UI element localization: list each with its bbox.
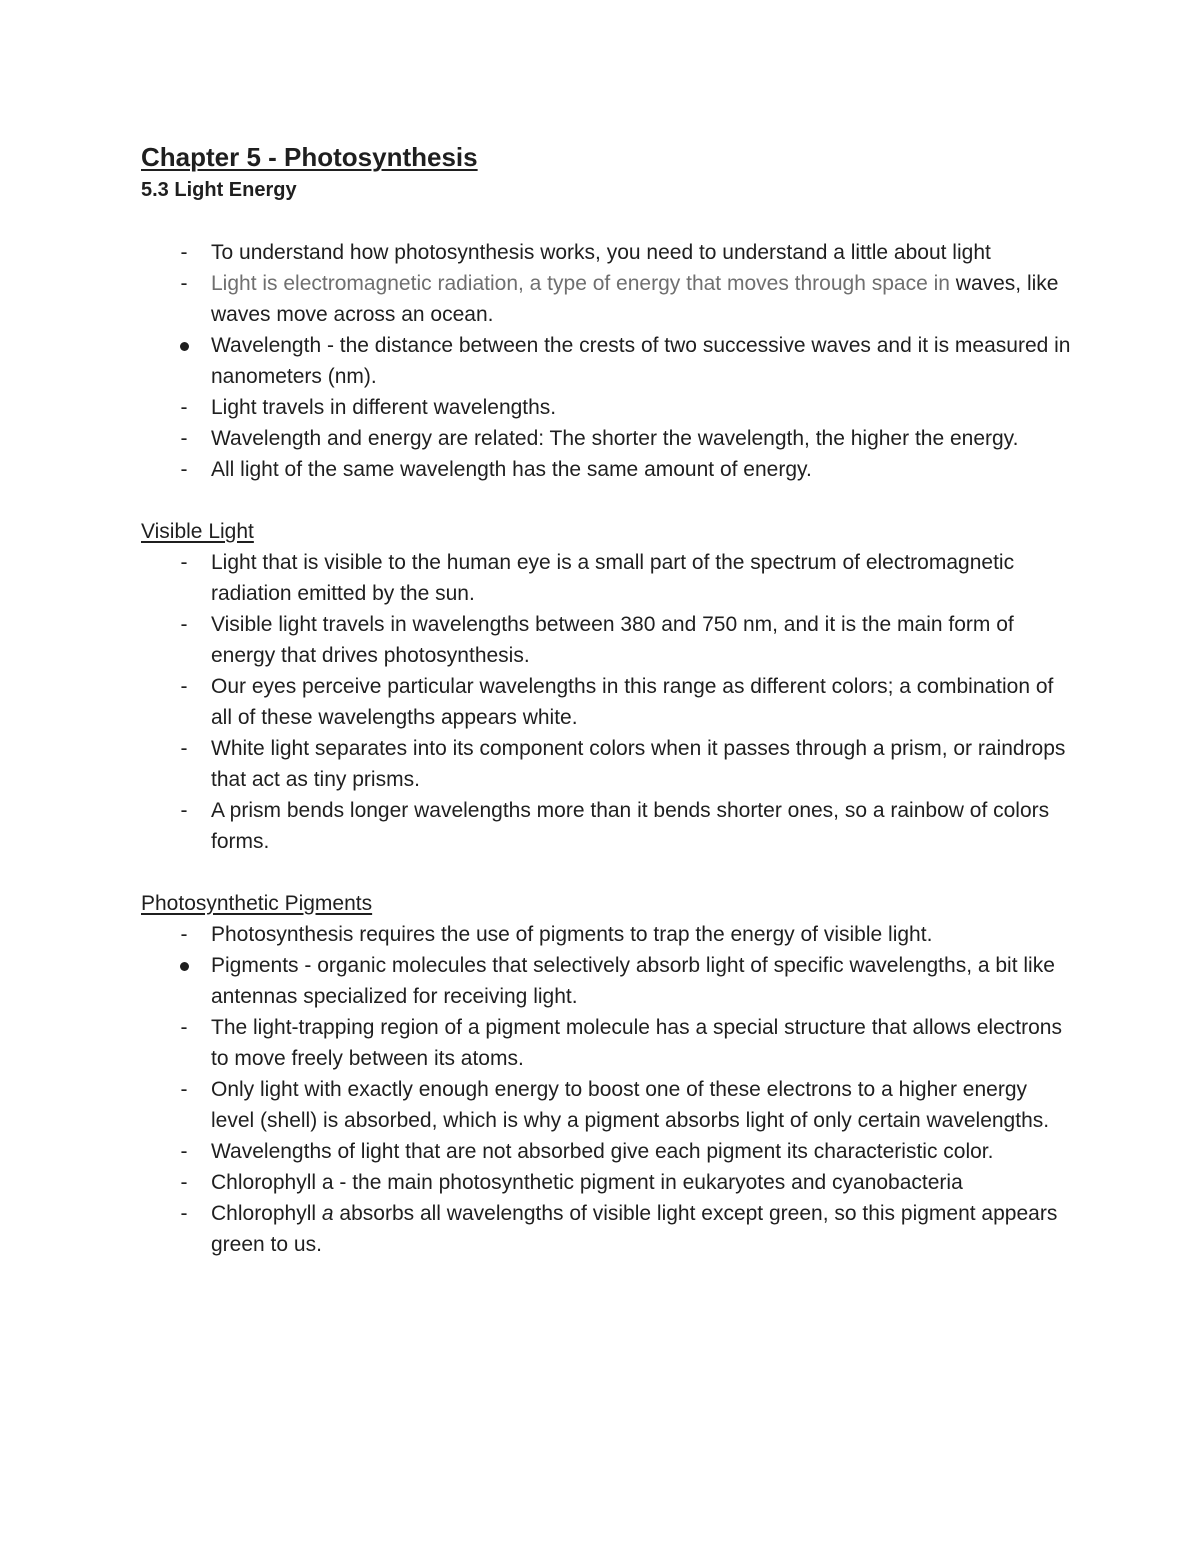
dash-bullet-icon: [174, 1198, 194, 1229]
list-item: - Wavelengths of light that are not absorbed give each pigment its characteristic color.: [141, 1136, 1071, 1167]
list-item: - Visible light travels in wavelengths between 380 and 750 nm, and it is the main form of energy that drives photosynthesis.: [141, 609, 1071, 671]
list-item: - All light of the same wavelength has the same amount of energy.: [141, 454, 1071, 485]
list-item: - The light-trapping region of a pigment molecule has a special structure that allows electrons to move freely between its atoms.: [141, 1012, 1071, 1074]
dash-bullet-icon: [174, 733, 194, 764]
list-item: - Wavelength and energy are related: The shorter the wavelength, the higher the energy.: [141, 423, 1071, 454]
dash-bullet-icon: [174, 609, 194, 640]
document-title: Chapter 5 - Photosynthesis: [141, 142, 478, 172]
pigments-list: [141, 919, 1071, 1260]
visible-light-list: [141, 547, 1071, 857]
list-item: - Photosynthesis requires the use of pigments to trap the energy of visible light.: [141, 919, 1071, 950]
dash-bullet-icon: [174, 237, 194, 268]
dash-bullet-icon: [174, 1136, 194, 1167]
dash-bullet-icon: [174, 1074, 194, 1105]
intro-list: [141, 237, 1071, 485]
dash-bullet-icon: [174, 268, 194, 299]
list-item: - Only light with exactly enough energy to boost one of these electrons to a higher energy level (shell) is absorbed, which is why a pigment absorbs light of only certain wavelengths.: [141, 1074, 1071, 1136]
list-item: - Light is electromagnetic radiation, a type of energy that moves through space in waves, like waves move across an ocean.: [141, 268, 1071, 330]
dash-bullet-icon: [174, 392, 194, 423]
section-heading-visible-light: Visible Light: [141, 520, 254, 543]
dash-bullet-icon: [174, 454, 194, 485]
section-heading-photosynthetic-pigments: Photosynthetic Pigments: [141, 892, 373, 915]
list-item: - Chlorophyll a absorbs all wavelengths of visible light except green, so this pigment appears green to us.: [141, 1198, 1071, 1260]
spacer: [141, 857, 1071, 888]
list-item: - White light separates into its component colors when it passes through a prism, or raindrops that act as tiny prisms.: [141, 733, 1071, 795]
list-item: - To understand how photosynthesis works, you need to understand a little about light: [141, 237, 1071, 268]
document-subtitle: 5.3 Light Energy: [141, 179, 297, 201]
list-item: Wavelength - the distance between the crests of two successive waves and it is measured in nanometers (nm).: [211, 334, 1071, 388]
dash-bullet-icon: [174, 671, 194, 702]
list-item: - Light that is visible to the human eye is a small part of the spectrum of electromagnetic radiation emitted by the sun.: [141, 547, 1071, 609]
list-item: - Our eyes perceive particular wavelengths in this range as different colors; a combination of all of these wavelengths appears white.: [141, 671, 1071, 733]
list-item: - A prism bends longer wavelengths more than it bends shorter ones, so a rainbow of colors forms.: [141, 795, 1071, 857]
dash-bullet-icon: [174, 547, 194, 578]
dash-bullet-icon: [174, 423, 194, 454]
dash-bullet-icon: [174, 919, 194, 950]
list-item: Pigments - organic molecules that selectively absorb light of specific wavelengths, a bit like antennas specialized for receiving light.: [211, 954, 1055, 1008]
spacer: [141, 485, 1071, 516]
list-item: - Chlorophyll a - the main photosynthetic pigment in eukaryotes and cyanobacteria: [141, 1167, 1071, 1198]
document-page: [141, 140, 1071, 1260]
dash-bullet-icon: [174, 795, 194, 826]
dash-bullet-icon: [174, 1012, 194, 1043]
list-item: - Light travels in different wavelengths.: [141, 392, 1071, 423]
dash-bullet-icon: [174, 1167, 194, 1198]
